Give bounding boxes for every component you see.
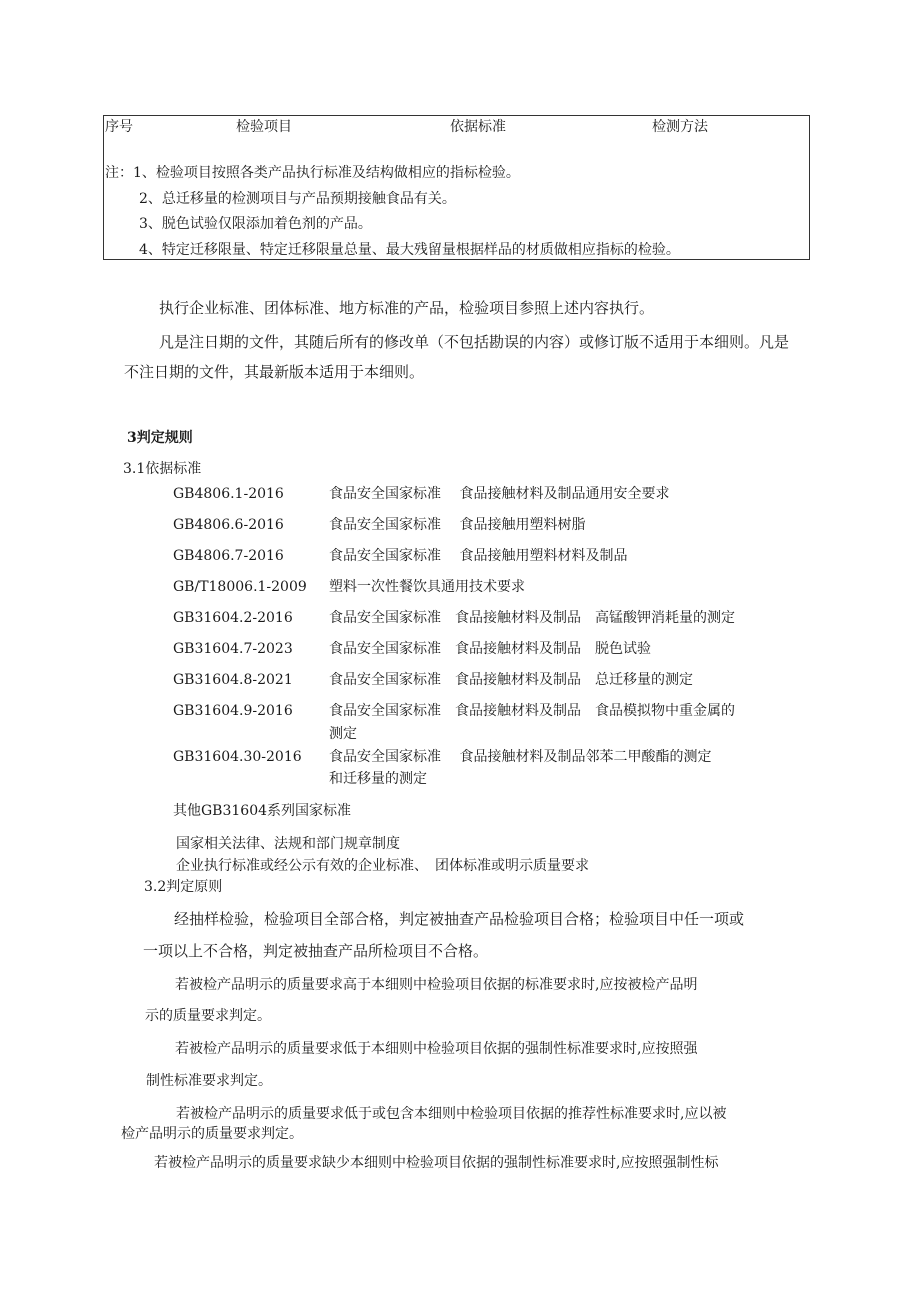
table-header-index: 序号 [105, 119, 133, 135]
paragraph: 示的质量要求判定。 [145, 1008, 271, 1024]
standard-title: 食品安全国家标准 食品接触材料及制品 食品模拟物中重金属的 [329, 703, 735, 719]
paragraph: 检产品明示的质量要求判定。 [121, 1126, 303, 1142]
paragraph: 若被检产品明示的质量要求低于本细则中检验项目依据的强制性标准要求时,应按照强 [175, 1041, 698, 1057]
standard-title: 食品安全国家标准 食品接触材料及制品通用安全要求 [329, 486, 670, 502]
paragraph: 不注日期的文件，其最新版本适用于本细则。 [124, 363, 425, 381]
subsection-heading: 3.1依据标准 [123, 461, 202, 477]
paragraph: 制性标准要求判定。 [146, 1073, 272, 1089]
standard-title-cont: 和迁移量的测定 [329, 771, 427, 787]
standard-code: GB31604.2-2016 [173, 610, 293, 626]
paragraph: 若被检产品明示的质量要求低于或包含本细则中检验项目依据的推荐性标准要求时,应以被 [176, 1106, 727, 1122]
table-header-standard: 依据标准 [450, 119, 506, 135]
other-standard: 企业执行标准或经公示有效的企业标准、 团体标准或明示质量要求 [176, 858, 589, 874]
paragraph: 若被检产品明示的质量要求缺少本细则中检验项目依据的强制性标准要求时,应按照强制性标 [154, 1155, 719, 1171]
standard-code: GB31604.9-2016 [173, 703, 293, 719]
paragraph: 一项以上不合格，判定被抽查产品所检项目不合格。 [143, 942, 489, 960]
standard-code: GB4806.1-2016 [173, 486, 284, 502]
standard-code: GB/T18006.1-2009 [173, 579, 307, 595]
paragraph: 凡是注日期的文件，其随后所有的修改单（不包括勘误的内容）或修订版不适用于本细则。凡是 [159, 333, 790, 351]
table-header-item: 检验项目 [236, 119, 292, 135]
other-standard: 其他GB31604系列国家标准 [173, 803, 352, 819]
section-heading: 3判定规则 [127, 430, 193, 446]
standard-title: 食品安全国家标准 食品接触材料及制品 总迁移量的测定 [329, 672, 693, 688]
paragraph: 经抽样检验，检验项目全部合格，判定被抽查产品检验项目合格；检验项目中任一项或 [174, 910, 745, 928]
table-note: 2、总迁移量的检测项目与产品预期接触食品有关。 [139, 191, 456, 207]
table-note: 3、脱色试验仅限添加着色剂的产品。 [139, 216, 372, 232]
paragraph: 若被检产品明示的质量要求高于本细则中检验项目依据的标准要求时,应按被检产品明 [175, 977, 698, 993]
subsection-heading: 3.2判定原则 [144, 879, 223, 895]
standard-code: GB31604.8-2021 [173, 672, 293, 688]
other-standard: 国家相关法律、法规和部门规章制度 [176, 836, 400, 852]
standard-code: GB31604.7-2023 [173, 641, 293, 657]
standard-code: GB31604.30-2016 [173, 749, 302, 765]
standard-code: GB4806.6-2016 [173, 517, 284, 533]
standard-title: 食品安全国家标准 食品接触材料及制品邻苯二甲酸酯的测定 [329, 749, 712, 765]
paragraph: 执行企业标准、团体标准、地方标准的产品，检验项目参照上述内容执行。 [159, 299, 655, 317]
table-note: 注：1、检验项目按照各类产品执行标准及结构做相应的指标检验。 [105, 165, 520, 181]
standard-code: GB4806.7-2016 [173, 548, 284, 564]
standard-title-cont: 测定 [329, 726, 357, 742]
standard-title: 食品安全国家标准 食品接触用塑料材料及制品 [329, 548, 628, 564]
table-header-method: 检测方法 [652, 119, 708, 135]
standard-title: 塑料一次性餐饮具通用技术要求 [329, 579, 525, 595]
standard-title: 食品安全国家标准 食品接触材料及制品 脱色试验 [329, 641, 651, 657]
standard-title: 食品安全国家标准 食品接触用塑料树脂 [329, 517, 586, 533]
standard-title: 食品安全国家标准 食品接触材料及制品 高锰酸钾消耗量的测定 [329, 610, 735, 626]
table-note: 4、特定迁移限量、特定迁移限量总量、最大残留量根据样品的材质做相应指标的检验。 [139, 242, 680, 258]
